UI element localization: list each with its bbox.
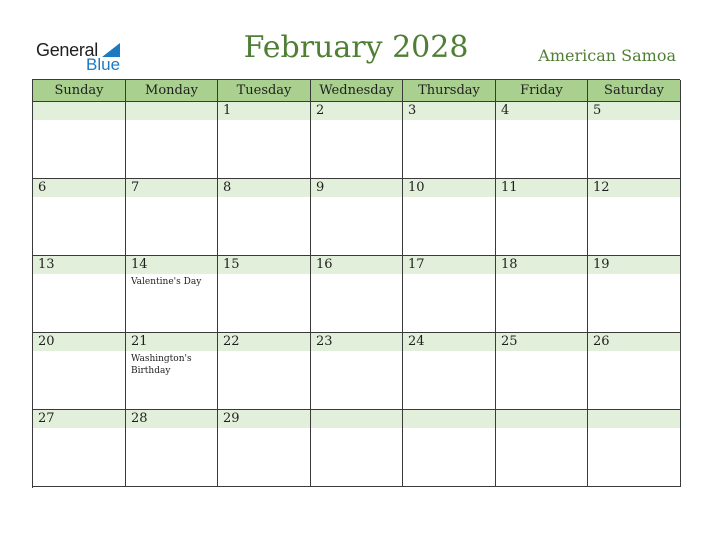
weekday-header-0: Sunday	[33, 80, 126, 102]
day-number: 12	[593, 180, 610, 195]
day-number-band	[588, 102, 680, 120]
day-cell	[33, 179, 126, 256]
day-cell	[126, 179, 218, 256]
day-number: 29	[223, 411, 240, 426]
day-cell	[33, 102, 126, 179]
day-number-band	[311, 102, 402, 120]
day-cell	[403, 102, 496, 179]
day-cell	[311, 102, 403, 179]
logo-word-blue: Blue	[86, 55, 121, 74]
day-cell	[403, 256, 496, 333]
weekday-header-2: Tuesday	[218, 80, 311, 102]
day-number-band	[33, 102, 125, 120]
day-number: 11	[501, 180, 518, 195]
day-cell	[33, 256, 126, 333]
weekday-header-6: Saturday	[588, 80, 681, 102]
generalblue-logo	[36, 40, 128, 74]
day-number-band	[496, 102, 587, 120]
day-cell	[588, 179, 681, 256]
day-cell	[588, 256, 681, 333]
day-cell	[126, 102, 218, 179]
day-number: 6	[38, 180, 47, 195]
calendar-title: February 2028	[243, 30, 469, 65]
day-number-band	[496, 410, 587, 428]
day-number-band	[218, 102, 310, 120]
holiday-label: Valentine's Day	[131, 277, 202, 287]
day-cell	[33, 333, 126, 410]
weekday-header-1: Monday	[126, 80, 218, 102]
day-cell	[496, 410, 588, 487]
day-number: 26	[593, 334, 610, 349]
country-name: American Samoa	[538, 46, 676, 65]
day-number: 18	[501, 257, 518, 272]
weekday-header-5: Friday	[496, 80, 588, 102]
day-number: 15	[223, 257, 240, 272]
day-cell	[588, 102, 681, 179]
day-cell	[126, 256, 218, 333]
day-number-band	[588, 410, 680, 428]
day-number: 27	[38, 411, 55, 426]
day-cell	[218, 333, 311, 410]
day-cell	[496, 333, 588, 410]
day-cell	[403, 410, 496, 487]
day-number: 14	[131, 257, 148, 272]
holiday-label: Washington's Birthday	[131, 354, 192, 376]
weekday-header-4: Thursday	[403, 80, 496, 102]
day-number: 22	[223, 334, 240, 349]
day-number-band	[126, 179, 217, 197]
day-cell	[126, 410, 218, 487]
day-number-band	[218, 179, 310, 197]
day-number: 1	[223, 103, 232, 118]
day-number: 7	[131, 180, 140, 195]
calendar-grid	[32, 79, 680, 488]
day-number-band	[403, 410, 495, 428]
day-cell	[218, 410, 311, 487]
day-number: 28	[131, 411, 148, 426]
day-cell	[311, 179, 403, 256]
day-cell	[496, 102, 588, 179]
day-cell	[403, 179, 496, 256]
day-number: 9	[316, 180, 325, 195]
day-number: 4	[501, 103, 510, 118]
weekday-header-3: Wednesday	[311, 80, 403, 102]
day-cell	[311, 333, 403, 410]
day-cell	[218, 256, 311, 333]
day-number: 17	[408, 257, 425, 272]
day-number-band	[311, 179, 402, 197]
day-cell	[218, 102, 311, 179]
day-cell	[311, 256, 403, 333]
day-number: 8	[223, 180, 232, 195]
day-cell	[496, 256, 588, 333]
logo-word-general: General	[36, 40, 98, 60]
day-number: 24	[408, 334, 425, 349]
day-cell	[588, 333, 681, 410]
day-number: 25	[501, 334, 518, 349]
day-number: 23	[316, 334, 333, 349]
day-number: 13	[38, 257, 55, 272]
day-number: 16	[316, 257, 333, 272]
day-cell	[588, 410, 681, 487]
day-cell	[311, 410, 403, 487]
day-cell	[218, 179, 311, 256]
day-number: 19	[593, 257, 610, 272]
day-number-band	[403, 102, 495, 120]
day-number: 10	[408, 180, 425, 195]
day-number: 3	[408, 103, 417, 118]
day-cell	[496, 179, 588, 256]
day-cell	[33, 410, 126, 487]
day-number: 20	[38, 334, 55, 349]
day-number: 21	[131, 334, 148, 349]
day-cell	[403, 333, 496, 410]
day-cell	[126, 333, 218, 410]
day-number-band	[311, 410, 402, 428]
day-number: 5	[593, 103, 602, 118]
day-number-band	[126, 102, 217, 120]
day-number-band	[33, 179, 125, 197]
day-number: 2	[316, 103, 325, 118]
